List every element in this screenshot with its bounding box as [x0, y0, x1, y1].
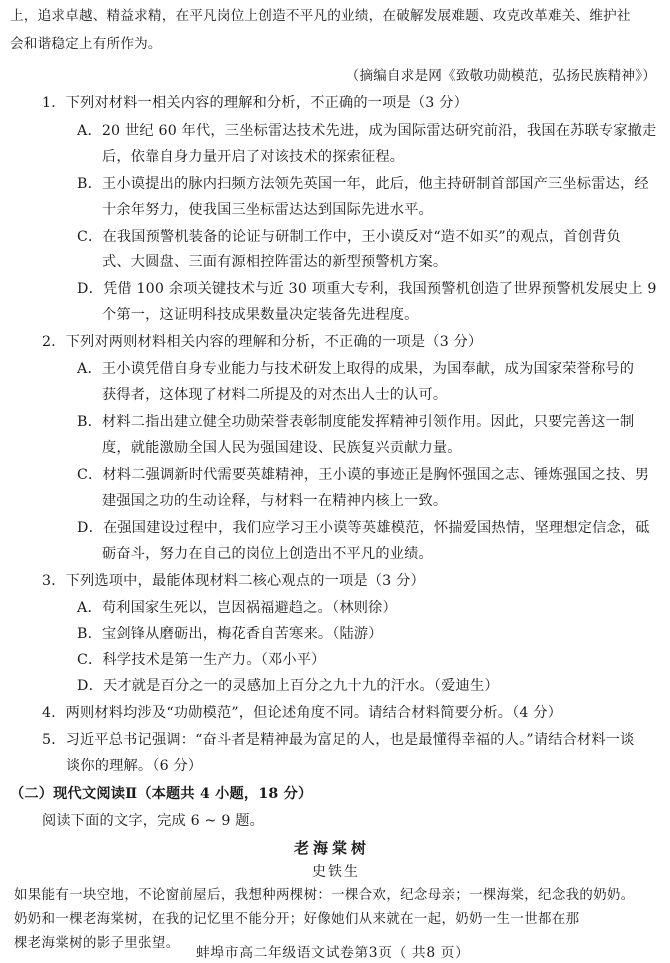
option-d-line-1: D．在强国建设过程中，我们应学习王小谟等英雄模范，怀揣爱国热情，坚理想定信念，砥 [77, 520, 650, 536]
option-c-line-2: 式、大圆盘、三面有源相控阵雷达的新型预警机方案。 [102, 254, 448, 270]
paragraph-2-line-2: 棵老海棠树的影子里张望。 [14, 936, 180, 951]
intro-source: （摘编自求是网《致敬功勋模范，弘扬民族精神》） [345, 68, 656, 84]
section-heading: （二）现代文阅读Ⅱ（本题共 4 小题，18 分） [10, 786, 313, 802]
option-c-line-1: C．材料二强调新时代需要英雄精神，王小谟的事迹正是胸怀强国之志、锤炼强国之技、男 [77, 467, 650, 483]
question-stem-line-2: 谈你的理解。（6 分） [66, 758, 203, 774]
option-a-line-2: 后，依靠自身力量开启了对该技术的探索征程。 [102, 149, 405, 165]
section-instruction: 阅读下面的文字，完成 6 ~ 9 题。 [42, 813, 265, 829]
intro-line-1: 上，追求卓越、精益求精，在平凡岗位上创造不平凡的业绩，在破解发展难题、攻克改革难关、维护社 [10, 8, 631, 24]
option-d: D．天才就是百分之一的灵感加上百分之九十九的汗水。（爱迪生） [77, 678, 499, 694]
option-c-line-1: C．在我国预警机装备的论证与研制工作中，王小谟反对“造不如买”的观点，首创背负 [77, 229, 621, 245]
intro-line-2: 会和谐稳定上有所作为。 [10, 36, 162, 52]
paragraph-1: 如果能有一块空地，不论窗前屋后，我想种两棵树：一棵合欢，纪念母亲；一棵海棠，纪念我的奶奶。 [14, 888, 635, 903]
question-stem: 4．两则材料均涉及“功勋模范”，但论述角度不同。请结合材料简要分析。（4 分） [42, 705, 563, 721]
option-a-line-1: A．20 世纪 60 年代，三坐标雷达技术先进，成为国际雷达研究前沿，我国在苏联专家撤走 [77, 123, 657, 139]
paragraph-2-line-1: 奶奶和一棵老海棠树，在我的记忆里不能分开；好像她们从来就在一起，奶奶一生一世都在那 [14, 912, 580, 927]
option-a-line-1: A．王小谟凭借自身专业能力与技术研发上取得的成果，为国奉献，成为国家荣誉称号的 [77, 361, 635, 377]
option-d-line-2: 砺奋斗，努力在自己的岗位上创造出不平凡的业绩。 [102, 546, 433, 562]
option-c-line-2: 建强国之功的生动诠释，与材料一在精神内核上一致。 [102, 493, 448, 509]
option-b-line-2: 十余年努力，使我国三坐标雷达达到国际先进水平。 [102, 202, 433, 218]
question-stem: 2．下列对两则材料相关内容的理解和分析，不正确的一项是（3 分） [42, 334, 483, 350]
page-footer: 蚌埠市高二年级语文试卷第3页（ 共8 页） [196, 945, 470, 961]
question-stem-line-1: 5．习近平总书记强调：“奋斗者是精神最为富足的人，也是最懂得幸福的人。”请结合材料一谈 [42, 732, 635, 748]
option-a-line-2: 获得者，这体现了材料二所提及的对杰出人士的认可。 [102, 387, 448, 403]
question-stem: 1．下列对材料一相关内容的理解和分析，不正确的一项是（3 分） [42, 95, 469, 111]
article-title: 老海棠树 [294, 839, 371, 857]
question-stem: 3．下列选项中，最能体现材料二核心观点的一项是（3 分） [42, 573, 425, 589]
option-b-line-2: 度，就能激励全国人民为强国建设、民族复兴贡献力量。 [102, 440, 462, 456]
option-d-line-1: D．凭借 100 余项关键技术与近 30 项重大专利，我国预警机创造了世界预警机发展史上 9 [77, 281, 657, 297]
option-a: A．苟利国家生死以，岂因祸福避趋之。（林则徐） [77, 600, 397, 616]
option-b: B．宝剑锋从磨砺出，梅花香自苦寒来。（陆游） [77, 626, 383, 642]
option-c: C．科学技术是第一生产力。（邓小平） [77, 652, 326, 668]
option-b-line-1: B．材料二指出建立健全功勋荣誉表彰制度能发挥精神引领作用。因此，只要完善这一制 [77, 414, 635, 430]
option-b-line-1: B．王小谟提出的脉内扫频方法领先英国一年，此后，他主持研制首部国产三坐标雷达，经 [77, 176, 649, 192]
option-d-line-2: 个第一，这证明科技成果数量决定装备先进程度。 [102, 307, 419, 323]
article-author: 史铁生 [312, 864, 360, 880]
